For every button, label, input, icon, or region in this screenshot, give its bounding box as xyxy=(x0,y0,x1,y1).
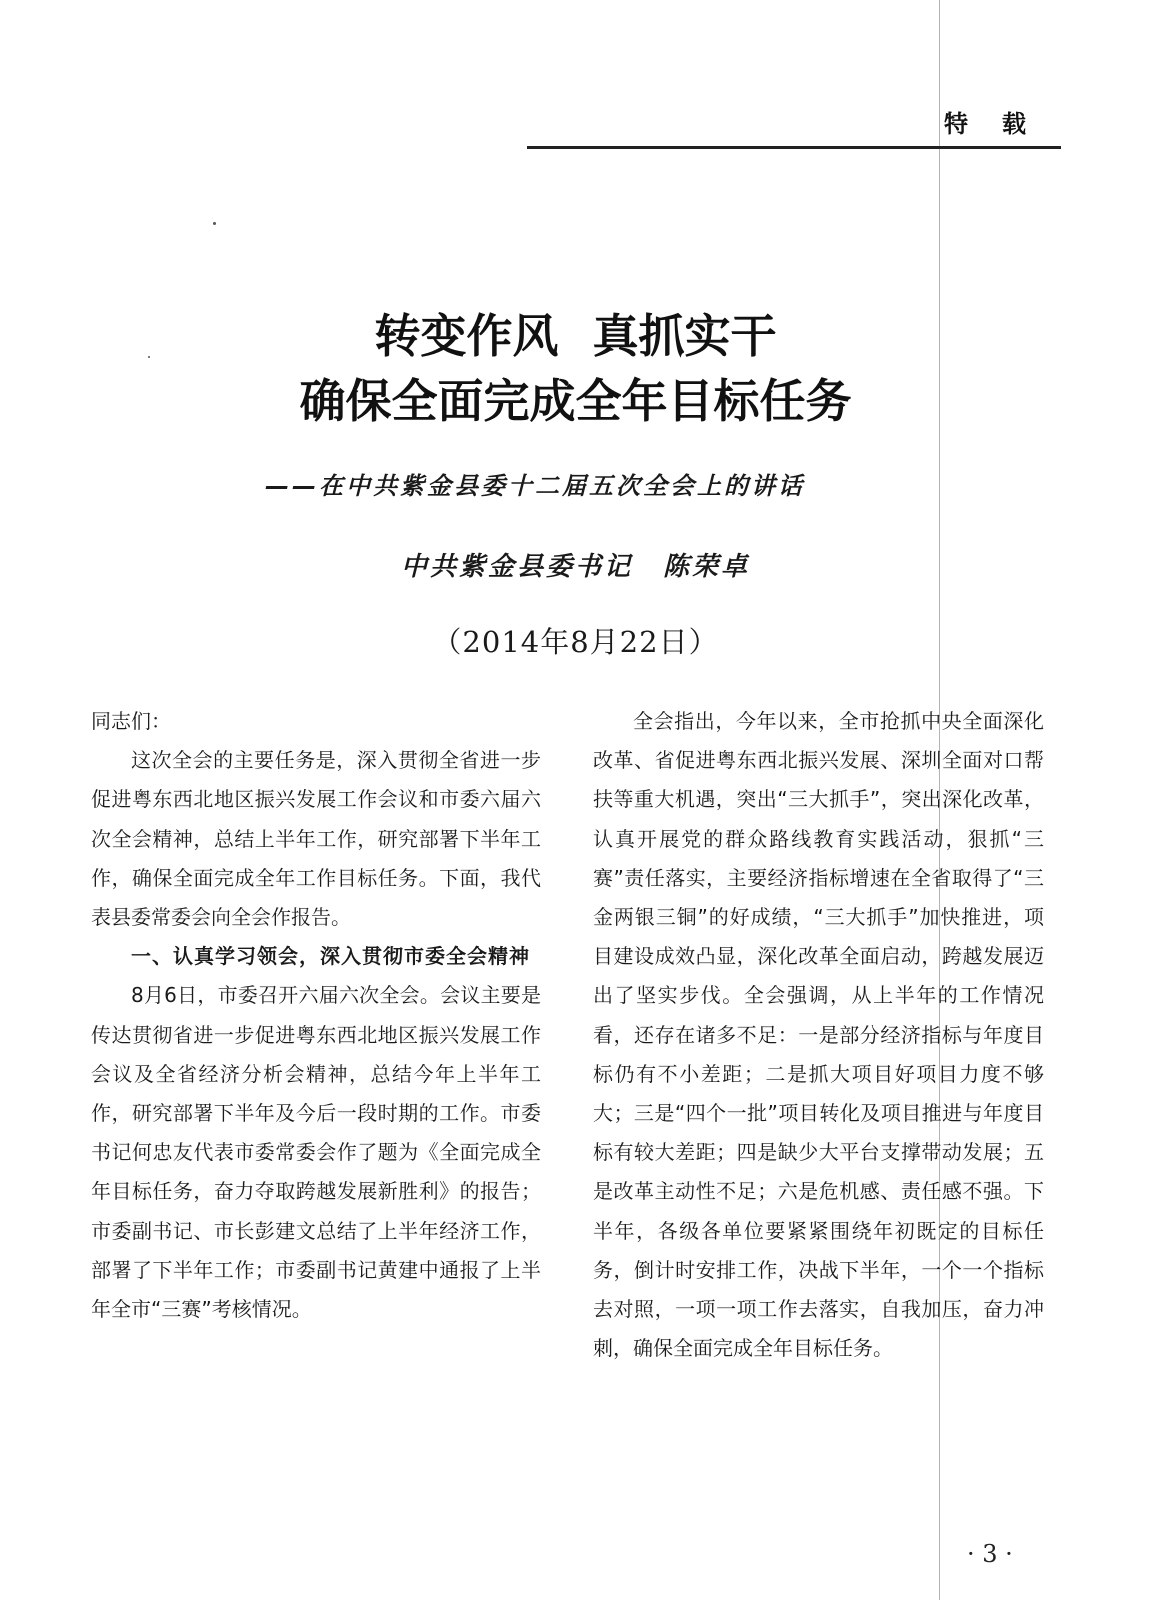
article-title-line1 xyxy=(0,308,1151,364)
page-number: · 3 · xyxy=(967,1540,1013,1568)
author-line xyxy=(0,546,1151,583)
greeting: 同志们： xyxy=(91,709,171,733)
body-paragraph: 8月6日，市委召开六届六次全会。会议主要是传达贯彻省进一步促进粤东西北地区振兴发展工作会议及全省经济分析会精神，总结今年上半年工作，研究部署下半年及今后一段时期的工作。市委书记何忠友代表市委常委会作了题为《全面完成全年目标任务，奋力夺取跨越发展新胜利》的报告；市委副书记、市长彭建文总结了上半年经济工作，部署了下半年工作；市委副书记黄建中通报了上半年全市“三赛”考核情况。 xyxy=(91,983,541,1322)
speech-date: （2014年8月22日） xyxy=(432,625,719,659)
body-column-right xyxy=(593,702,1044,1368)
section-label: 特载 xyxy=(944,110,1060,138)
author-role: 中共紫金县委书记 xyxy=(400,552,633,582)
body-paragraph: 全会指出，今年以来，全市抢抓中央全面深化改革、省促进粤东西北振兴发展、深圳全面对口帮扶等重大机遇，突出“三大抓手”，突出深化改革，认真开展党的群众路线教育实践活动，狠抓“三赛”责任落实，主要经济指标增速在全省取得了“三金两银三铜”的好成绩，“三大抓手”加快推进，项目建设成效凸显，深化改革全面启动，跨越发展迈出了坚实步伐。全会强调，从上半年的工作情况看，还存在诸多不足：一是部分经济指标与年度目标仍有不小差距；二是抓大项目好项目力度不够大；三是“四个一批”项目转化及项目推进与年度目标有较大差距；四是缺少大平台支撑带动发展；五是改革主动性不足；六是危机感、责任感不强。下半年，各级各单位要紧紧围绕年初既定的目标任务，倒计时安排工作，决战下半年，一个一个指标去对照，一项一项工作去落实，自我加压，奋力冲刺，确保全面完成全年目标任务。 xyxy=(593,709,1044,1361)
section-heading: 一、认真学习领会，深入贯彻市委全会精神 xyxy=(131,944,530,969)
intro-paragraph: 这次全会的主要任务是，深入贯彻全省进一步促进粤东西北地区振兴发展工作会议和市委六届六次全会精神，总结上半年工作，研究部署下半年工作，确保全面完成全年工作目标任务。下面，我代表县委常委会向全会作报告。 xyxy=(91,748,541,930)
scan-speck xyxy=(213,222,216,225)
article-subtitle: ——在中共紫金县委十二届五次全会上的讲话 xyxy=(265,472,805,500)
body-column-left xyxy=(91,702,541,1329)
article-title-line2: 确保全面完成全年目标任务 xyxy=(299,374,852,428)
title-part-2: 真抓实干 xyxy=(592,309,777,363)
header-rule xyxy=(527,146,1061,149)
author-name: 陈荣卓 xyxy=(663,552,751,582)
title-part-1: 转变作风 xyxy=(374,309,559,363)
